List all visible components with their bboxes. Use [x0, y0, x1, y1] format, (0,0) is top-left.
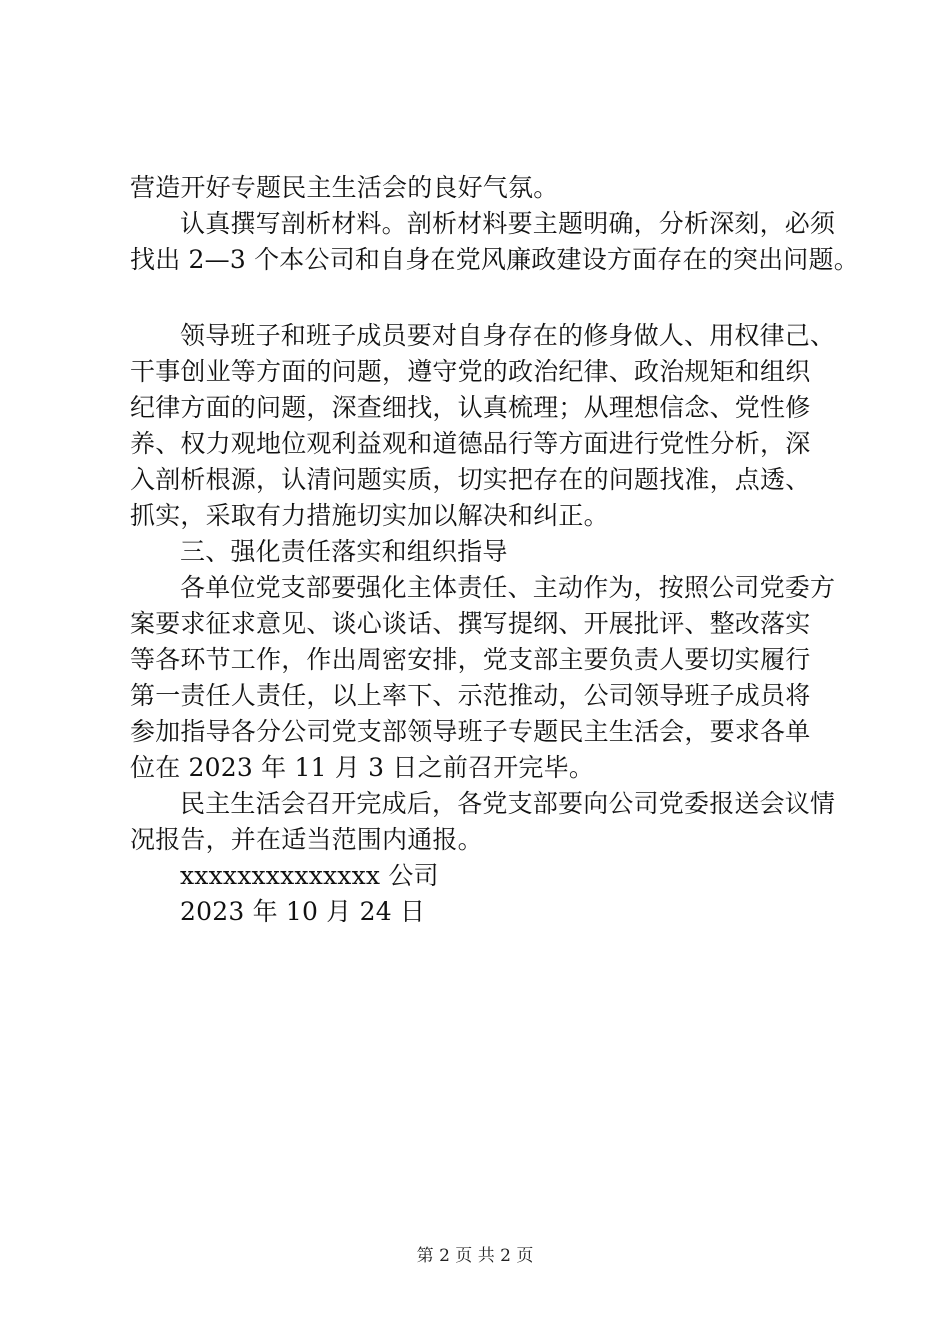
- text-line: 营造开好专题民主生活会的良好气氛。: [130, 173, 559, 202]
- text-line: 抓实，采取有力措施切实加以解决和纠正。: [130, 501, 609, 530]
- section-heading: [130, 534, 855, 570]
- signature-date: [130, 894, 855, 930]
- text-line: 找出 2—3 个本公司和自身在党风廉政建设方面存在的突出问题。: [130, 245, 859, 274]
- text-line: 案要求征求意见、谈心谈话、撰写提纲、开展批评、整改落实: [130, 609, 811, 638]
- text-line: 各单位党支部要强化主体责任、主动作为，按照公司党委方: [180, 573, 836, 602]
- paragraph-leadership-issues: [130, 318, 855, 534]
- text-line: 入剖析根源，认清问题实质，切实把存在的问题找准，点透、: [130, 465, 811, 494]
- company-name: xxxxxxxxxxxxxx 公司: [180, 861, 439, 890]
- text-line: 第一责任人责任，以上率下、示范推动，公司领导班子成员将: [130, 681, 811, 710]
- text-line: 领导班子和班子成员要对自身存在的修身做人、用权律己、: [180, 321, 836, 350]
- text-line: 认真撰写剖析材料。剖析材料要主题明确，分析深刻，必须: [180, 209, 836, 238]
- signature-company: [130, 858, 855, 894]
- document-body: [130, 170, 859, 930]
- document-date: 2023 年 10 月 24 日: [180, 897, 426, 926]
- text-line: 养、权力观地位观利益观和道德品行等方面进行党性分析，深: [130, 429, 811, 458]
- paragraph-report: [130, 786, 855, 858]
- text-line: 参加指导各分公司党支部领导班子专题民主生活会，要求各单: [130, 717, 811, 746]
- text-line: 纪律方面的问题，深查细找，认真梳理；从理想信念、党性修: [130, 393, 811, 422]
- page-number-footer: 第 2 页 共 2 页: [416, 1246, 534, 1266]
- paragraph-spacer: [130, 278, 855, 318]
- paragraph-analysis-materials: [130, 206, 859, 278]
- paragraph-atmosphere: [130, 170, 855, 206]
- text-line: 位在 2023 年 11 月 3 日之前召开完毕。: [130, 753, 595, 782]
- paragraph-branch-responsibility: [130, 570, 855, 786]
- section-heading-text: 三、强化责任落实和组织指导: [180, 537, 508, 566]
- text-line: 干事创业等方面的问题，遵守党的政治纪律、政治规矩和组织: [130, 357, 811, 386]
- text-line: 等各环节工作，作出周密安排，党支部主要负责人要切实履行: [130, 645, 811, 674]
- text-line: 民主生活会召开完成后，各党支部要向公司党委报送会议情: [180, 789, 836, 818]
- text-line: 况报告，并在适当范围内通报。: [130, 825, 483, 854]
